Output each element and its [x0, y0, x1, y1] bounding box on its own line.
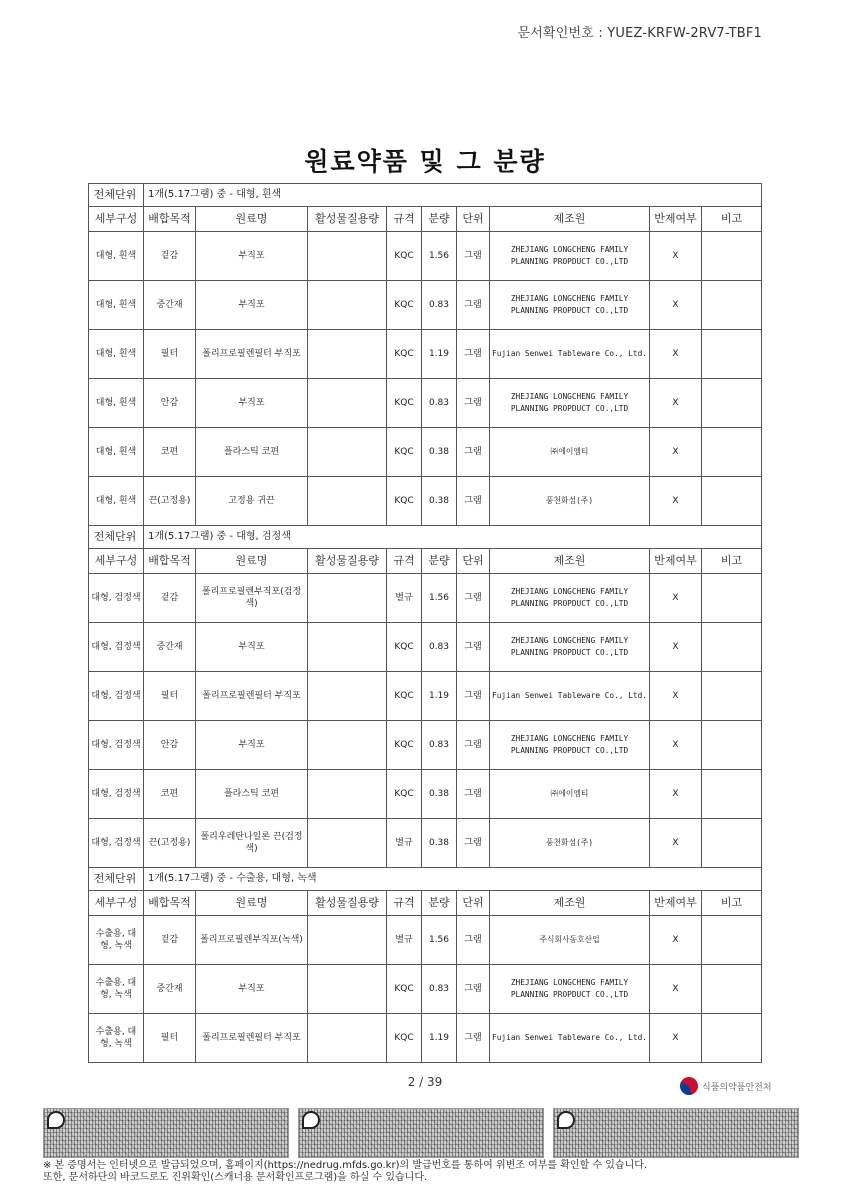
column-header: 활성물질용량 — [308, 549, 387, 574]
material-name-cell: 폴리우레탄나일론 끈(검정색) — [196, 819, 308, 868]
column-header: 반제여부 — [650, 891, 702, 916]
quantity-cell: 1.56 — [422, 916, 457, 965]
verification-barcode — [298, 1108, 544, 1158]
quantity-cell: 0.38 — [422, 770, 457, 819]
semi-product-cell: X — [650, 379, 702, 428]
column-header: 분량 — [422, 207, 457, 232]
table-row — [89, 330, 762, 379]
column-header: 배합목적 — [144, 891, 196, 916]
manufacturer-cell: ZHEJIANG LONGCHENG FAMILY PLANNING PROPDUCT CO.,LTD — [490, 721, 650, 770]
purpose-cell: 끈(고정용) — [144, 819, 196, 868]
column-header: 단위 — [457, 207, 490, 232]
purpose-cell: 중간재 — [144, 281, 196, 330]
spec-cell: KQC — [387, 770, 422, 819]
unit-cell: 그램 — [457, 428, 490, 477]
spec-cell: 별규 — [387, 819, 422, 868]
manufacturer-cell: ㈜에이엠티 — [490, 770, 650, 819]
table-row — [89, 965, 762, 1014]
quantity-cell: 0.38 — [422, 477, 457, 526]
column-header: 세부구성 — [89, 207, 144, 232]
footer-line: ※ 본 증명서는 인터넷으로 발급되었으며, 홈페이지(https://nedrug.mfds.go.kr)의 발급번호를 통하여 위변조 여부를 확인할 수 있습니다. — [43, 1160, 648, 1171]
semi-product-cell: X — [650, 672, 702, 721]
manufacturer-cell: ZHEJIANG LONGCHENG FAMILY PLANNING PROPDUCT CO.,LTD — [490, 965, 650, 1014]
manufacturer-cell: Fujian Senwei Tableware Co., Ltd. — [490, 672, 650, 721]
spec-cell: KQC — [387, 965, 422, 1014]
unit-cell: 그램 — [457, 916, 490, 965]
material-name-cell: 폴리프로필렌필터 부직포 — [196, 330, 308, 379]
material-name-cell: 폴리프로필렌필터 부직포 — [196, 672, 308, 721]
table-row — [89, 574, 762, 623]
material-name-cell: 폴리프로필렌부직포(녹색) — [196, 916, 308, 965]
component-cell: 대형, 흰색 — [89, 428, 144, 477]
remarks-cell — [702, 1014, 762, 1063]
column-header: 반제여부 — [650, 207, 702, 232]
unit-cell: 그램 — [457, 819, 490, 868]
remarks-cell — [702, 379, 762, 428]
material-name-cell: 부직포 — [196, 721, 308, 770]
manufacturer-cell: ZHEJIANG LONGCHENG FAMILY PLANNING PROPDUCT CO.,LTD — [490, 232, 650, 281]
column-header: 규격 — [387, 549, 422, 574]
remarks-cell — [702, 721, 762, 770]
column-header: 단위 — [457, 549, 490, 574]
table-row — [89, 770, 762, 819]
component-cell: 대형, 흰색 — [89, 330, 144, 379]
remarks-cell — [702, 672, 762, 721]
component-cell: 대형, 검정색 — [89, 574, 144, 623]
column-header: 제조원 — [490, 207, 650, 232]
active-amount-cell — [308, 623, 387, 672]
unit-label-cell: 전체단위 — [89, 184, 144, 207]
document-confirmation-number: 문서확인번호 : YUEZ-KRFW-2RV7-TBF1 — [517, 26, 762, 41]
unit-value-cell: 1개(5.17그램) 중 - 수출용, 대형, 녹색 — [144, 868, 762, 891]
verification-barcode — [553, 1108, 799, 1158]
column-header: 활성물질용량 — [308, 207, 387, 232]
barcode-marker-icon — [47, 1111, 65, 1129]
footer-line: 또한, 문서하단의 바코드로도 진위확인(스캐너용 문서확인프로그램)을 하실 수 있습니다. — [43, 1172, 428, 1183]
spec-cell: KQC — [387, 281, 422, 330]
manufacturer-cell: 주식회사동호산업 — [490, 916, 650, 965]
quantity-cell: 1.19 — [422, 1014, 457, 1063]
unit-label-cell: 전체단위 — [89, 526, 144, 549]
active-amount-cell — [308, 819, 387, 868]
active-amount-cell — [308, 574, 387, 623]
spec-cell: KQC — [387, 1014, 422, 1063]
material-name-cell: 부직포 — [196, 965, 308, 1014]
component-cell: 수출용, 대형, 녹색 — [89, 965, 144, 1014]
unit-cell: 그램 — [457, 281, 490, 330]
purpose-cell: 끈(고정용) — [144, 477, 196, 526]
semi-product-cell: X — [650, 819, 702, 868]
purpose-cell: 필터 — [144, 1014, 196, 1063]
material-name-cell: 플라스틱 코편 — [196, 428, 308, 477]
active-amount-cell — [308, 1014, 387, 1063]
column-header: 원료명 — [196, 207, 308, 232]
purpose-cell: 겉감 — [144, 916, 196, 965]
column-header: 활성물질용량 — [308, 891, 387, 916]
spec-cell: 별규 — [387, 574, 422, 623]
active-amount-cell — [308, 428, 387, 477]
spec-cell: KQC — [387, 330, 422, 379]
quantity-cell: 0.83 — [422, 623, 457, 672]
material-name-cell: 부직포 — [196, 623, 308, 672]
column-header: 비고 — [702, 891, 762, 916]
remarks-cell — [702, 965, 762, 1014]
remarks-cell — [702, 819, 762, 868]
purpose-cell: 중간재 — [144, 623, 196, 672]
spec-cell: KQC — [387, 232, 422, 281]
remarks-cell — [702, 916, 762, 965]
manufacturer-cell: Fujian Senwei Tableware Co., Ltd. — [490, 1014, 650, 1063]
quantity-cell: 0.83 — [422, 965, 457, 1014]
active-amount-cell — [308, 477, 387, 526]
column-header: 비고 — [702, 207, 762, 232]
active-amount-cell — [308, 721, 387, 770]
unit-label-cell: 전체단위 — [89, 868, 144, 891]
unit-cell: 그램 — [457, 770, 490, 819]
table-row — [89, 281, 762, 330]
component-cell: 수출용, 대형, 녹색 — [89, 916, 144, 965]
column-header: 규격 — [387, 207, 422, 232]
column-header: 세부구성 — [89, 549, 144, 574]
column-header: 비고 — [702, 549, 762, 574]
material-name-cell: 고정용 귀끈 — [196, 477, 308, 526]
unit-cell: 그램 — [457, 1014, 490, 1063]
column-header: 배합목적 — [144, 549, 196, 574]
manufacturer-cell: ㈜에이엠티 — [490, 428, 650, 477]
column-header: 분량 — [422, 891, 457, 916]
table-row — [89, 721, 762, 770]
quantity-cell: 0.83 — [422, 379, 457, 428]
logo-text: 식품의약품안전처 — [702, 1082, 772, 1093]
remarks-cell — [702, 232, 762, 281]
component-cell: 대형, 흰색 — [89, 281, 144, 330]
quantity-cell: 0.83 — [422, 721, 457, 770]
purpose-cell: 필터 — [144, 672, 196, 721]
ingredients-table — [88, 183, 762, 1063]
manufacturer-cell: ZHEJIANG LONGCHENG FAMILY PLANNING PROPDUCT CO.,LTD — [490, 379, 650, 428]
remarks-cell — [702, 574, 762, 623]
component-cell: 수출용, 대형, 녹색 — [89, 1014, 144, 1063]
table-row — [89, 1014, 762, 1063]
table-row — [89, 623, 762, 672]
unit-cell: 그램 — [457, 574, 490, 623]
unit-row — [89, 868, 762, 891]
remarks-cell — [702, 623, 762, 672]
component-cell: 대형, 검정색 — [89, 770, 144, 819]
semi-product-cell: X — [650, 232, 702, 281]
page-title: 원료약품 및 그 분량 — [304, 147, 546, 176]
semi-product-cell: X — [650, 574, 702, 623]
component-cell: 대형, 검정색 — [89, 672, 144, 721]
semi-product-cell: X — [650, 330, 702, 379]
material-name-cell: 폴리프로필렌부직포(검정색) — [196, 574, 308, 623]
table-row — [89, 819, 762, 868]
column-header: 규격 — [387, 891, 422, 916]
quantity-cell: 1.19 — [422, 330, 457, 379]
purpose-cell: 안감 — [144, 379, 196, 428]
active-amount-cell — [308, 770, 387, 819]
mfds-logo — [680, 1077, 772, 1095]
spec-cell: KQC — [387, 623, 422, 672]
header-row — [89, 207, 762, 232]
remarks-cell — [702, 428, 762, 477]
purpose-cell: 필터 — [144, 330, 196, 379]
semi-product-cell: X — [650, 623, 702, 672]
manufacturer-cell: ZHEJIANG LONGCHENG FAMILY PLANNING PROPDUCT CO.,LTD — [490, 281, 650, 330]
purpose-cell: 코편 — [144, 770, 196, 819]
unit-row — [89, 526, 762, 549]
quantity-cell: 1.56 — [422, 574, 457, 623]
manufacturer-cell: 풍천화섬(주) — [490, 477, 650, 526]
component-cell: 대형, 검정색 — [89, 819, 144, 868]
active-amount-cell — [308, 330, 387, 379]
component-cell: 대형, 검정색 — [89, 721, 144, 770]
unit-value-cell: 1개(5.17그램) 중 - 대형, 흰색 — [144, 184, 762, 207]
unit-row — [89, 184, 762, 207]
component-cell: 대형, 검정색 — [89, 623, 144, 672]
barcode-marker-icon — [302, 1111, 320, 1129]
unit-cell: 그램 — [457, 721, 490, 770]
semi-product-cell: X — [650, 965, 702, 1014]
semi-product-cell: X — [650, 281, 702, 330]
active-amount-cell — [308, 281, 387, 330]
material-name-cell: 플라스틱 코편 — [196, 770, 308, 819]
active-amount-cell — [308, 232, 387, 281]
unit-cell: 그램 — [457, 477, 490, 526]
component-cell: 대형, 흰색 — [89, 477, 144, 526]
column-header: 단위 — [457, 891, 490, 916]
verification-barcode — [43, 1108, 289, 1158]
purpose-cell: 겉감 — [144, 574, 196, 623]
unit-value-cell: 1개(5.17그램) 중 - 대형, 검정색 — [144, 526, 762, 549]
active-amount-cell — [308, 672, 387, 721]
material-name-cell: 폴리프로필렌필터 부직포 — [196, 1014, 308, 1063]
table-row — [89, 916, 762, 965]
unit-cell: 그램 — [457, 672, 490, 721]
column-header: 세부구성 — [89, 891, 144, 916]
purpose-cell: 코편 — [144, 428, 196, 477]
column-header: 배합목적 — [144, 207, 196, 232]
spec-cell: KQC — [387, 379, 422, 428]
component-cell: 대형, 흰색 — [89, 232, 144, 281]
spec-cell: KQC — [387, 477, 422, 526]
column-header: 원료명 — [196, 891, 308, 916]
unit-cell: 그램 — [457, 623, 490, 672]
purpose-cell: 겉감 — [144, 232, 196, 281]
column-header: 제조원 — [490, 891, 650, 916]
manufacturer-cell: ZHEJIANG LONGCHENG FAMILY PLANNING PROPDUCT CO.,LTD — [490, 574, 650, 623]
semi-product-cell: X — [650, 428, 702, 477]
remarks-cell — [702, 281, 762, 330]
unit-cell: 그램 — [457, 330, 490, 379]
column-header: 분량 — [422, 549, 457, 574]
semi-product-cell: X — [650, 477, 702, 526]
unit-cell: 그램 — [457, 232, 490, 281]
active-amount-cell — [308, 379, 387, 428]
taegeuk-emblem-icon — [680, 1077, 698, 1095]
spec-cell: KQC — [387, 428, 422, 477]
table-row — [89, 428, 762, 477]
quantity-cell: 0.83 — [422, 281, 457, 330]
semi-product-cell: X — [650, 916, 702, 965]
manufacturer-cell: ZHEJIANG LONGCHENG FAMILY PLANNING PROPDUCT CO.,LTD — [490, 623, 650, 672]
remarks-cell — [702, 477, 762, 526]
active-amount-cell — [308, 965, 387, 1014]
column-header: 원료명 — [196, 549, 308, 574]
table-row — [89, 672, 762, 721]
spec-cell: 별규 — [387, 916, 422, 965]
material-name-cell: 부직포 — [196, 232, 308, 281]
unit-cell: 그램 — [457, 379, 490, 428]
unit-cell: 그램 — [457, 965, 490, 1014]
column-header: 반제여부 — [650, 549, 702, 574]
quantity-cell: 1.56 — [422, 232, 457, 281]
page-number: 2 / 39 — [407, 1075, 443, 1089]
spec-cell: KQC — [387, 672, 422, 721]
material-name-cell: 부직포 — [196, 379, 308, 428]
barcode-marker-icon — [557, 1111, 575, 1129]
semi-product-cell: X — [650, 721, 702, 770]
header-row — [89, 891, 762, 916]
quantity-cell: 0.38 — [422, 428, 457, 477]
table-row — [89, 232, 762, 281]
remarks-cell — [702, 770, 762, 819]
header-row — [89, 549, 762, 574]
material-name-cell: 부직포 — [196, 281, 308, 330]
manufacturer-cell: 풍천화섬(주) — [490, 819, 650, 868]
semi-product-cell: X — [650, 770, 702, 819]
column-header: 제조원 — [490, 549, 650, 574]
spec-cell: KQC — [387, 721, 422, 770]
footer-notice — [43, 1160, 823, 1184]
quantity-cell: 1.19 — [422, 672, 457, 721]
semi-product-cell: X — [650, 1014, 702, 1063]
table-row — [89, 477, 762, 526]
purpose-cell: 안감 — [144, 721, 196, 770]
manufacturer-cell: Fujian Senwei Tableware Co., Ltd. — [490, 330, 650, 379]
component-cell: 대형, 흰색 — [89, 379, 144, 428]
quantity-cell: 0.38 — [422, 819, 457, 868]
table-row — [89, 379, 762, 428]
purpose-cell: 중간재 — [144, 965, 196, 1014]
active-amount-cell — [308, 916, 387, 965]
remarks-cell — [702, 330, 762, 379]
